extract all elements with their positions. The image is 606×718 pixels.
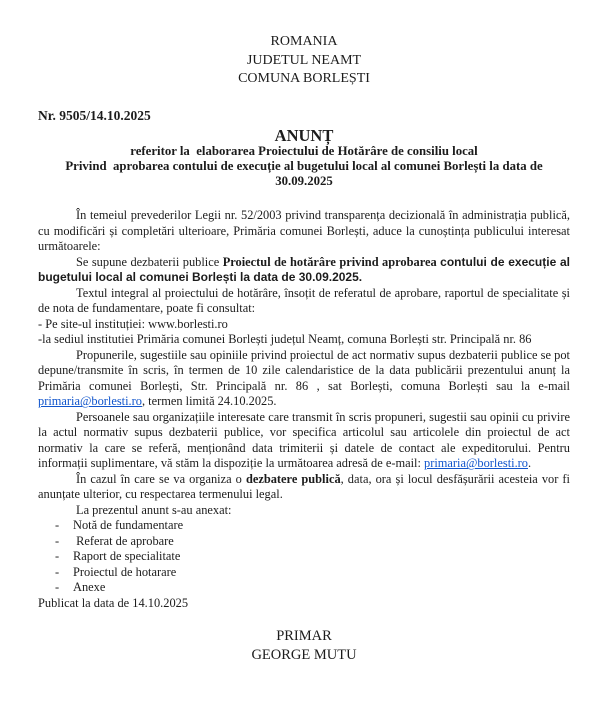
line-website: - Pe site-ul instituției: www.borlesti.ro xyxy=(38,316,228,331)
title-block xyxy=(38,127,570,190)
list-item xyxy=(55,534,570,550)
org-header xyxy=(38,33,570,89)
dash-bullet: - xyxy=(55,518,60,533)
header-commune: COMUNA BORLEȘTI xyxy=(238,71,370,86)
dash-bullet: - xyxy=(55,564,60,579)
list-item xyxy=(55,580,570,596)
annex-item-label: Notă de fundamentare xyxy=(73,518,184,533)
annex-item-label: Raport de specialitate xyxy=(73,549,181,564)
annex-item-label: Anexe xyxy=(73,580,106,595)
p8-after-text: , data, ora și locul desfășurării acesteia vor fi anunțate ulterior, cu respectarea termenului legal. xyxy=(38,471,570,502)
p2-normal-text: Se supune dezbaterii publice xyxy=(76,254,223,269)
p8-before-text: În cazul în care se va organiza o xyxy=(76,471,246,486)
document-body xyxy=(38,208,570,611)
paragraph-persons-organizations xyxy=(38,410,570,472)
p8-bold-text: dezbatere publică xyxy=(245,471,341,486)
doc-number: Nr. 9505/14.10.2025 xyxy=(38,107,151,123)
header-county: JUDETUL NEAMT xyxy=(246,52,362,68)
signature-block xyxy=(38,627,570,664)
line-office-address: -la sediul institutiei Primăria comunei Borlești județul Neamț, comuna Borlești str. Principală nr. 86 xyxy=(38,332,532,347)
paragraph-public-debate-notice xyxy=(38,472,570,503)
title-subline-3: 30.09.2025 xyxy=(275,174,333,189)
title-subline-1: referitor la elaborarea Proiectului de Hotărâre de consiliu local xyxy=(130,143,478,158)
p2-bold-sans-text: contului de execuție al bugetului local al comunei Borlești la data de 30.09.2025. xyxy=(38,254,570,285)
paragraph-legal-basis: În temeiul prevederilor Legii nr. 52/2003 privind transparența decizională în administrația publică, cu modificări și completări ulterioare, Primăria comunei Borlești, aduce la cunoștința publicului interesat următoarele: xyxy=(38,208,570,254)
p6-after-text: , termen limită 24.10.2025. xyxy=(141,394,277,409)
list-item xyxy=(55,565,570,581)
email-link-2[interactable]: primaria@borlesti.ro xyxy=(424,456,528,471)
annex-list xyxy=(38,518,570,596)
page-title: ANUNȚ xyxy=(274,125,334,145)
p7-after-text: . xyxy=(528,456,532,471)
p7-before-text: Persoanele sau organizațiile interesate care transmit în scris propuneri, sugestii sau opinii cu privire la actul normativ supus dezbaterii publice, vor specifica articolul sau articolele din proiectul de act normativ la care se referă, menționând data trimiterii și datele de contact ale expeditorului. Pentru informații suplimentare, vă stăm la dispoziție la următoarea adresă de e-mail: xyxy=(38,409,570,471)
p6-before-text: Propunerile, sugestiile sau opiniile privind proiectul de act normativ supus dezbaterii publice se pot depune/transmite în scris, în termen de 10 zile calendaristice de la data publicării prezentului anunț la Primăria comunei Borlești, Str. Principală nr. 86 , sat Borlești, comuna Borlești sau la e-mail xyxy=(38,347,570,393)
email-link-1[interactable]: primaria@borlesti.ro xyxy=(38,394,142,409)
signer-name: GEORGE MUTU xyxy=(251,646,357,663)
paragraph-full-text-info: Textul integral al proiectului de hotărâre, însoțit de referatul de aprobare, raportul de specialitate și de nota de fundamentare, poate fi consultat: xyxy=(38,285,570,316)
list-item xyxy=(55,518,570,534)
list-item xyxy=(55,549,570,565)
annex-item-label: Referat de aprobare xyxy=(73,533,174,548)
paragraph-public-debate xyxy=(38,255,570,286)
published-date: Publicat la data de 14.10.2025 xyxy=(38,595,189,610)
annex-item-label: Proiectul de hotarare xyxy=(73,564,177,579)
title-subline-2: Privind aprobarea contului de execuție al bugetului local al comunei Borlești la data de xyxy=(65,158,543,173)
header-country: ROMANIA xyxy=(270,34,338,49)
paragraph-annex-intro: La prezentul anunt s-au anexat: xyxy=(76,502,232,517)
signer-role: PRIMAR xyxy=(276,628,332,645)
dash-bullet: - xyxy=(55,580,60,595)
dash-bullet: - xyxy=(55,533,60,548)
dash-bullet: - xyxy=(55,549,60,564)
paragraph-proposals xyxy=(38,348,570,410)
p2-bold-serif-text: Proiectul de hotărâre privind aprobarea xyxy=(222,254,441,269)
